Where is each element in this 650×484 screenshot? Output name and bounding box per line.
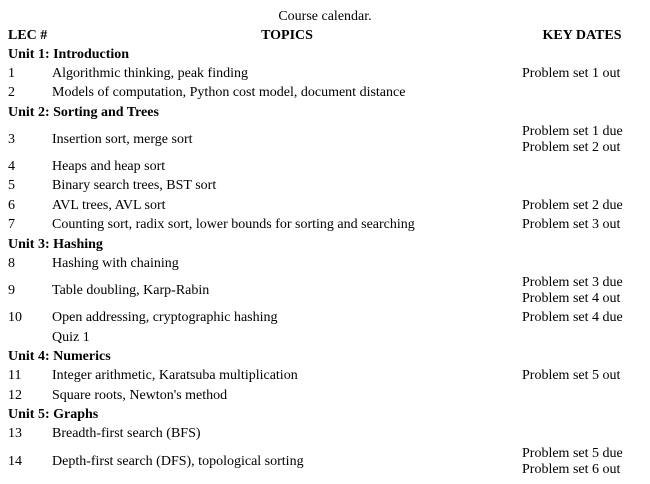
lecture-topic: AVL trees, AVL sort [52, 197, 166, 213]
key-date: Problem set 6 out [522, 461, 621, 477]
lecture-row [8, 196, 642, 216]
unit-heading-row [8, 235, 642, 254]
lecture-row [8, 309, 642, 329]
lecture-number: 7 [8, 217, 15, 233]
key-dates-cell [522, 177, 642, 197]
lecture-topic: Breadth-first search (BFS) [52, 426, 201, 442]
lecture-row [8, 64, 642, 84]
unit-heading-row [8, 45, 642, 64]
lecture-row [8, 254, 642, 274]
key-dates-cell [522, 444, 642, 479]
lecture-number: 1 [8, 65, 15, 81]
lecture-number: 5 [8, 178, 15, 194]
unit-title: Unit 4: Numerics [8, 349, 111, 364]
lecture-topic: Heaps and heap sort [52, 158, 166, 174]
lecture-number: 12 [8, 387, 22, 403]
key-date: Problem set 1 out [522, 65, 621, 81]
key-date: Problem set 1 due [522, 123, 623, 139]
lecture-number: 8 [8, 255, 15, 271]
key-date: Problem set 4 out [522, 291, 621, 306]
lecture-number: 3 [8, 131, 15, 147]
unit-title: Unit 3: Hashing [8, 236, 103, 252]
lecture-row [8, 274, 642, 309]
lecture-topic: Binary search trees, BST sort [52, 178, 217, 194]
unit-heading-row [8, 103, 642, 122]
lecture-number: 11 [8, 368, 22, 384]
lecture-number: 9 [8, 283, 15, 298]
lecture-number: 10 [8, 310, 22, 326]
lecture-topic: Integer arithmetic, Karatsuba multiplication [52, 368, 298, 384]
lecture-row [8, 84, 642, 104]
lecture-topic: Models of computation, Python cost model, document distance [52, 85, 406, 101]
key-dates-cell [522, 274, 642, 309]
key-date: Problem set 5 out [522, 368, 621, 384]
key-date: Problem set 2 due [522, 197, 623, 213]
lecture-topic: Depth-first search (DFS), topological sorting [52, 453, 304, 469]
key-dates-cell [522, 254, 642, 274]
lecture-number: 6 [8, 197, 15, 213]
header-topics: TOPICS [261, 27, 313, 43]
key-date: Problem set 3 due [522, 275, 623, 290]
key-date: Problem set 4 due [522, 310, 623, 326]
lecture-number: 14 [8, 453, 22, 469]
calendar-body [8, 45, 642, 479]
lecture-number [8, 328, 52, 348]
table-caption: Course calendar. [278, 9, 372, 24]
lecture-row [8, 122, 642, 157]
lecture-row [8, 367, 642, 387]
key-dates-cell [522, 309, 642, 329]
unit-heading-row [8, 348, 642, 367]
lecture-number: 13 [8, 426, 22, 442]
key-date: Problem set 5 due [522, 445, 623, 461]
key-dates-cell [522, 64, 642, 84]
lecture-row [8, 444, 642, 479]
lecture-number: 2 [8, 85, 15, 101]
lecture-topic: Counting sort, radix sort, lower bounds for sorting and searching [52, 217, 415, 233]
key-dates-cell [522, 84, 642, 104]
unit-title: Unit 2: Sorting and Trees [8, 104, 159, 120]
lecture-row [8, 386, 642, 406]
key-dates-cell [522, 157, 642, 177]
key-dates-cell [522, 367, 642, 387]
header-lec: LEC # [8, 27, 48, 43]
key-dates-cell [522, 386, 642, 406]
lecture-number: 4 [8, 158, 15, 174]
key-dates-cell [522, 328, 642, 348]
lecture-row [8, 157, 642, 177]
key-date: Problem set 3 out [522, 217, 621, 233]
unit-title: Unit 1: Introduction [8, 46, 130, 62]
key-dates-cell [522, 216, 642, 236]
key-dates-cell [522, 196, 642, 216]
lecture-topic: Square roots, Newton's method [52, 387, 228, 403]
lecture-topic: Quiz 1 [52, 329, 90, 345]
lecture-topic: Table doubling, Karp-Rabin [52, 283, 210, 298]
lecture-row [8, 177, 642, 197]
course-calendar-table [8, 26, 642, 479]
lecture-topic: Open addressing, cryptographic hashing [52, 310, 278, 326]
unit-heading-row [8, 406, 642, 425]
lecture-topic: Hashing with chaining [52, 255, 179, 271]
key-date: Problem set 2 out [522, 139, 621, 155]
unit-title: Unit 5: Graphs [8, 407, 99, 422]
lecture-row [8, 328, 642, 348]
key-dates-cell [522, 122, 642, 157]
lecture-topic: Algorithmic thinking, peak finding [52, 65, 248, 81]
header-row [8, 26, 642, 45]
lecture-topic: Insertion sort, merge sort [52, 131, 193, 147]
lecture-row [8, 425, 642, 445]
key-dates-cell [522, 425, 642, 445]
lecture-row [8, 216, 642, 236]
header-key-dates: KEY DATES [542, 27, 622, 43]
